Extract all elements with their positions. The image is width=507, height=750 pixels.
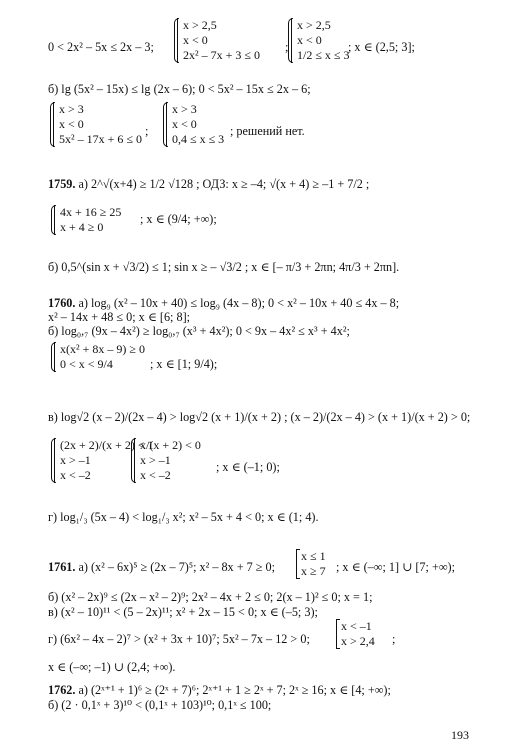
separator: ; xyxy=(285,40,289,54)
answer: ; x ∈ (9/4; +∞); xyxy=(140,212,217,226)
equation-line: в) (x² – 10)¹¹ < (5 – 2x)¹¹; x² + 2x – 15 < 0; x ∈ (–5; 3); xyxy=(48,605,318,619)
system-row: x < –2 xyxy=(60,468,91,482)
system-brace xyxy=(134,438,201,483)
system-brace xyxy=(177,18,260,63)
system-row: 1/2 ≤ x ≤ 3 xyxy=(297,48,350,62)
problem-line xyxy=(48,296,399,310)
answer: ; x ∈ (–1; 0); xyxy=(216,460,280,474)
union-bracket xyxy=(336,619,375,649)
equation-line: x² – 14x + 48 ≤ 0; x ∈ [6; 8]; xyxy=(48,310,191,324)
bracket-row: x < –1 xyxy=(341,619,372,633)
bracket-row: x ≤ 1 xyxy=(301,549,326,563)
system-row: x < 0 xyxy=(172,117,197,131)
union-bracket xyxy=(296,549,326,579)
problem-number: 1760. xyxy=(48,296,76,310)
equation-line: б) (x² – 2x)⁹ ≤ (2x – x² – 2)⁹; 2x² – 4x + 2 ≤ 0; 2(x – 1)² ≤ 0; x = 1; xyxy=(48,590,373,604)
equation-line: б) 0,5^(sin x + √3/2) ≤ 1; sin x ≥ – √3/2 ; x ∈ [– π/3 + 2πn; 4π/3 + 2πn]. xyxy=(48,260,400,274)
system-row: 4x + 16 ≥ 25 xyxy=(60,205,122,219)
system-row: x/(x + 2) < 0 xyxy=(140,438,201,452)
system-row: x < –2 xyxy=(140,468,171,482)
answer: x ∈ (–∞; –1) ∪ (2,4; +∞). xyxy=(48,660,176,674)
system-row: x + 4 ≥ 0 xyxy=(60,220,104,234)
system-row: x > –1 xyxy=(140,453,171,467)
system-row: x < 0 xyxy=(59,117,84,131)
system-row: 5x² – 17x + 6 ≤ 0 xyxy=(59,132,142,146)
system-row: x < 0 xyxy=(297,33,322,47)
separator: ; xyxy=(145,124,149,138)
equation-line: б) (2 · 0,1ˣ + 3)¹⁰ < (0,1ˣ + 103)¹⁰; 0,1ˣ ≤ 100; xyxy=(48,698,272,712)
equation-text: а) (2ˣ⁺¹ + 1)⁶ ≥ (2ˣ + 7)⁶; 2ˣ⁺¹ + 1 ≥ 2ˣ + 7; 2ˣ ≥ 16; x ∈ [4; +∞); xyxy=(78,683,391,697)
equation-line: б) log₀,₇ (9x – 4x²) ≥ log₀,₇ (x³ + 4x²); 0 < 9x – 4x² ≤ x³ + 4x²; xyxy=(48,324,350,338)
answer: ; решений нет. xyxy=(230,124,305,138)
answer: ; x ∈ [1; 9/4); xyxy=(150,357,218,371)
system-row: x > –1 xyxy=(60,453,91,467)
system-brace xyxy=(166,102,224,147)
bracket-row: x ≥ 7 xyxy=(301,564,326,578)
system-brace xyxy=(54,342,145,372)
inequality-line: б) lg (5x² – 15x) ≤ lg (2x – 6); 0 < 5x² – 15x ≤ 2x – 6; xyxy=(48,82,311,96)
problem-number: 1759. xyxy=(48,177,76,191)
separator: ; xyxy=(392,632,396,646)
problem-number: 1762. xyxy=(48,683,76,697)
system-row: x > 3 xyxy=(59,102,84,116)
system-row: x(x² + 8x – 9) ≥ 0 xyxy=(60,342,145,356)
equation-line: г) log₁/₃ (5x – 4) < log₁/₃ x²; x² – 5x + 4 < 0; x ∈ (1; 4). xyxy=(48,510,319,524)
system-row: x > 2,5 xyxy=(297,18,331,32)
problem-line xyxy=(48,683,391,697)
system-row: 0 < x < 9/4 xyxy=(60,357,113,371)
equation-text: а) 2^√(x+4) ≥ 1/2 √128 ; ОДЗ: x ≥ –4; √(x + 4) ≥ –1 + 7/2 ; xyxy=(78,177,370,191)
problem-line xyxy=(48,560,275,574)
bracket-row: x > 2,4 xyxy=(341,634,375,648)
system-brace xyxy=(291,18,350,63)
system-brace xyxy=(53,102,142,147)
system-row: 0,4 ≤ x ≤ 3 xyxy=(172,132,225,146)
page-number: 193 xyxy=(451,728,469,742)
system-row: (2x + 2)/(x + 2) < 1 xyxy=(60,438,154,452)
equation-line: г) (6x² – 4x – 2)⁷ > (x² + 3x + 10)⁷; 5x² – 7x – 12 > 0; xyxy=(48,632,310,646)
system-row: x > 3 xyxy=(172,102,197,116)
system-row: x > 2,5 xyxy=(183,18,217,32)
equation-text: а) (x² – 6x)⁵ ≥ (2x – 7)⁵; x² – 8x + 7 ≥ 0; xyxy=(78,560,275,574)
equation-text: а) log₉ (x² – 10x + 40) ≤ log₉ (4x – 8); 0 < x² – 10x + 40 ≤ 4x – 8; xyxy=(78,296,400,310)
problem-line xyxy=(48,177,369,191)
system-row: x < 0 xyxy=(183,33,208,47)
answer: ; x ∈ (–∞; 1] ∪ [7; +∞); xyxy=(336,560,455,574)
equation-line: в) log√2 (x – 2)/(2x – 4) > log√2 (x + 1)/(x + 2) ; (x – 2)/(2x – 4) > (x + 1)/(x + 2) > 0; xyxy=(48,410,471,424)
problem-number: 1761. xyxy=(48,560,76,574)
system-row: 2x² – 7x + 3 ≤ 0 xyxy=(183,48,260,62)
inequality-line: 0 < 2x² – 5x ≤ 2x – 3; xyxy=(48,40,154,54)
system-brace xyxy=(54,205,121,235)
answer: ; x ∈ (2,5; 3]; xyxy=(348,40,415,54)
